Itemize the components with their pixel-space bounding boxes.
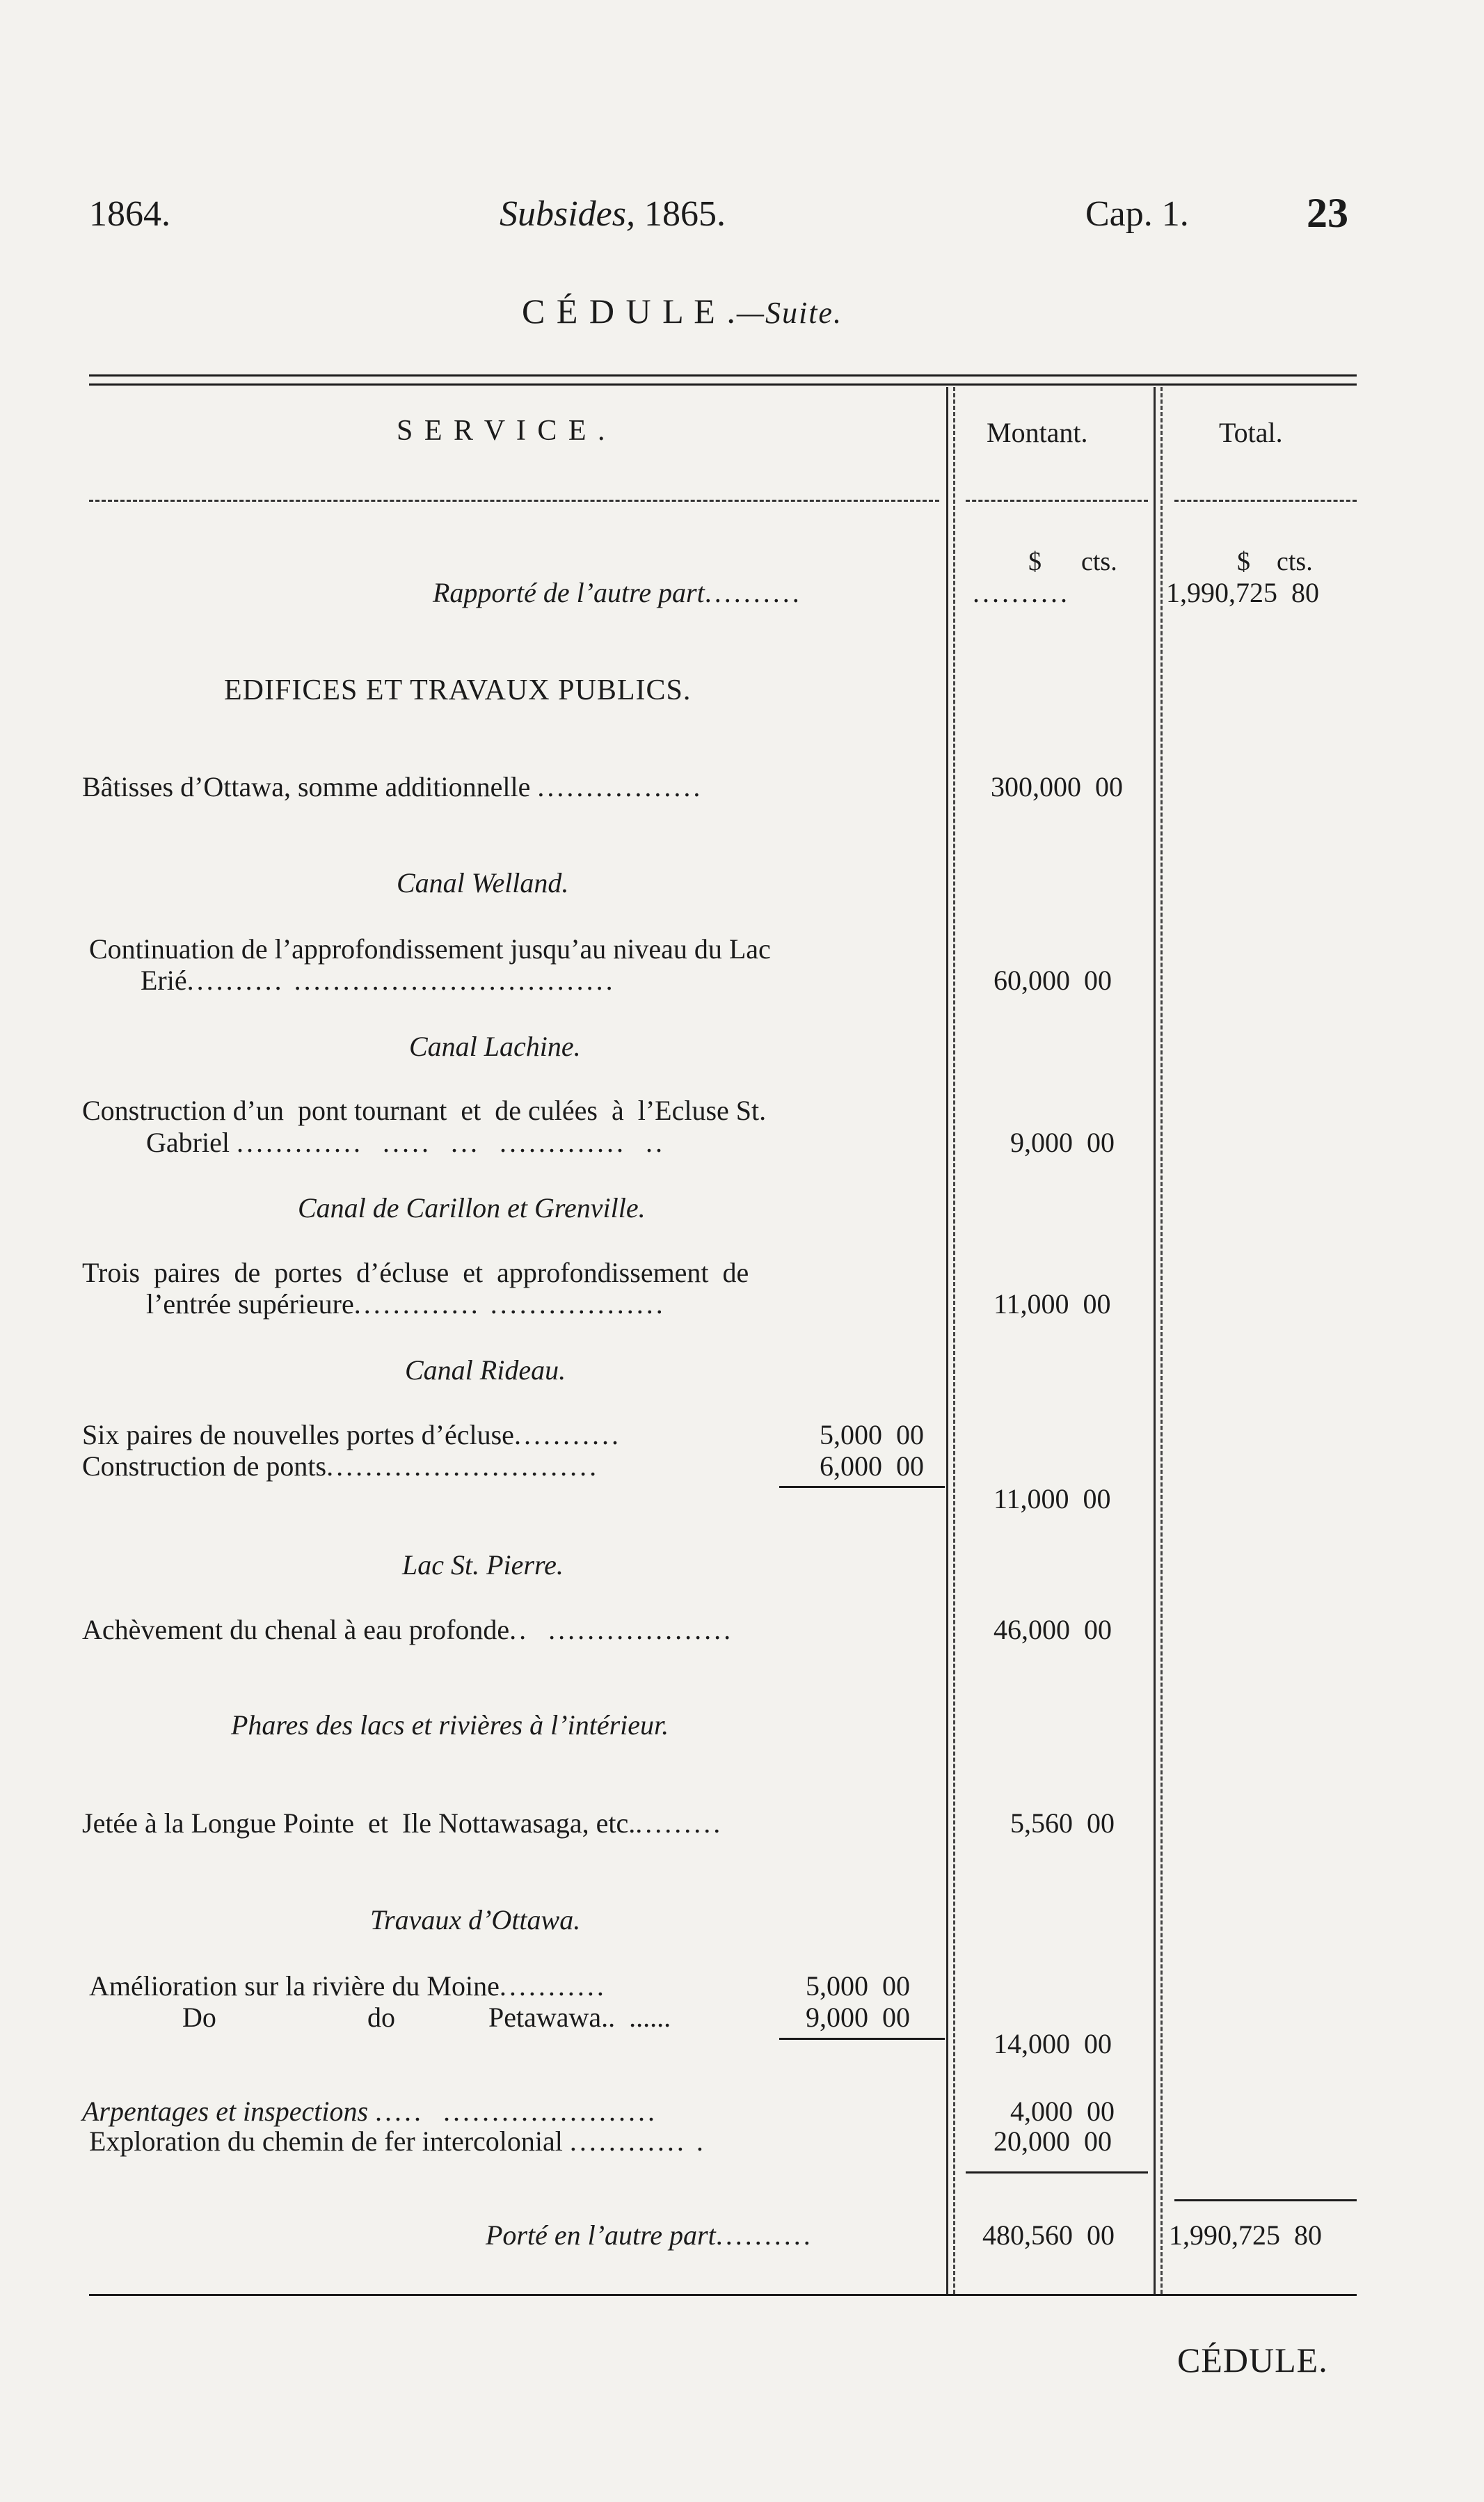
carried-forward-label: Porté en l’autre part [486,2219,716,2251]
rideau-subtotal-rule [779,1486,945,1488]
ottawa-works-heading: Travaux d’Ottawa. [370,1904,581,1935]
header-title-italic: Subsides, [500,194,635,234]
moine-subamount: 5,000 00 [806,1970,910,2002]
montant-heading-rule [966,500,1148,502]
brought-forward-total: 1,990,725 80 [1166,577,1319,608]
rideau-line-2 [82,1450,599,1482]
col-total-heading: Total. [1219,417,1283,448]
catchword: CÉDULE. [1177,2341,1328,2380]
top-rule-lower [89,383,1357,386]
phares-row [82,1807,723,1839]
column-line-right-inner [1160,387,1163,2294]
col-service-heading: S E R V I C E . [397,415,607,447]
stpierre-heading: Lac St. Pierre. [402,1549,564,1581]
column-line-left-inner [953,387,955,2294]
rideau-line-2-label: Construction de ponts [82,1450,327,1482]
rideau-amount: 11,000 00 [994,1483,1111,1514]
exploration-leader: ............ . [569,2125,706,2157]
exploration-amount: 20,000 00 [994,2125,1112,2157]
lachine-leader: ............. ..... ... ............. .. [236,1127,665,1158]
rideau-line-1-label: Six paires de nouvelles portes d’écluse [82,1419,514,1450]
column-line-left [946,387,948,2294]
section-heading-public-works: EDIFICES ET TRAVAUX PUBLICS. [224,674,692,706]
moine-row [89,1970,607,2002]
rideau-line-1-leader: ........... [513,1419,621,1450]
schedule-title-main: C É D U L E . [522,292,737,331]
carillon-line-2-label: l’entrée supérieure [146,1288,354,1320]
rideau-line-2-subamount: 6,000 00 [820,1450,924,1482]
stpierre-row [82,1613,733,1646]
carillon-amount: 11,000 00 [994,1288,1111,1320]
currency-montant: $ cts. [1028,547,1117,576]
header-title [500,193,726,235]
lachine-heading: Canal Lachine. [409,1031,581,1062]
petawawa-subamount: 9,000 00 [806,2002,910,2033]
welland-heading: Canal Welland. [397,867,569,898]
rideau-line-2-leader: ............................ [326,1450,600,1482]
arpentages-row [82,2095,657,2128]
col-montant-heading: Montant. [987,417,1088,448]
stpierre-leader: .. ................... [509,1614,734,1645]
ottawa-works-subtotal-rule [779,2038,945,2040]
carillon-line-2 [146,1288,666,1320]
ottawa-buildings-label: Bâtisses d’Ottawa, somme additionnelle [82,771,531,802]
page-number: 23 [1307,190,1348,236]
ottawa-buildings-row [82,770,703,803]
brought-forward-label: Rapporté de l’autre part [433,577,705,608]
welland-line-2-label: Erié [141,965,187,996]
brought-forward-leader: .......... [704,577,802,608]
brought-forward-row [433,576,802,609]
carillon-leader: ............. .................. [353,1288,666,1320]
exploration-label: Exploration du chemin de fer intercolonial [89,2125,563,2157]
petawawa-do-2: do [367,2002,395,2033]
phares-label: Jetée à la Longue Pointe et Ile Nottawasaga, etc. [82,1807,636,1839]
phares-leader: ......... [635,1807,724,1839]
exploration-row [89,2125,706,2157]
welland-line-2 [141,964,616,997]
brought-forward-montant: .......... [973,577,1070,608]
phares-heading: Phares des lacs et rivières à l’intérieur. [231,1709,669,1741]
column-line-right [1154,387,1156,2294]
currency-total: $ cts. [1237,547,1313,576]
lachine-amount: 9,000 00 [1010,1127,1115,1158]
header-title-year: 1865. [635,194,726,234]
ottawa-buildings-leader: ................. [537,771,703,802]
arpentages-leader: ..... ...................... [375,2096,658,2127]
rideau-line-1 [82,1418,621,1451]
phares-amount: 5,560 00 [1010,1807,1115,1839]
lachine-line-2-label: Gabriel [146,1127,230,1158]
ottawa-works-amount: 14,000 00 [994,2028,1112,2059]
welland-amount: 60,000 00 [994,965,1112,996]
top-rule-upper [89,374,1357,377]
carillon-line-1: Trois paires de portes d’écluse et approfondissement de [82,1257,749,1288]
stpierre-amount: 46,000 00 [994,1614,1112,1645]
carried-forward-montant: 480,560 00 [982,2219,1115,2251]
total-column-rule [1174,2199,1357,2201]
carried-forward-row [486,2219,813,2251]
total-heading-rule [1174,500,1357,502]
schedule-title [522,291,843,331]
header-chapter: Cap. 1. [1085,194,1189,234]
carillon-heading: Canal de Carillon et Grenville. [298,1192,646,1224]
lachine-line-2 [146,1126,665,1159]
stpierre-label: Achèvement du chenal à eau profonde [82,1614,510,1645]
petawawa-name: Petawawa.. ...... [488,2002,671,2033]
ottawa-buildings-amount: 300,000 00 [991,771,1123,802]
carried-forward-total: 1,990,725 80 [1169,2219,1322,2251]
arpentages-label: Arpentages et inspections [82,2096,369,2127]
lachine-line-1: Construction d’un pont tournant et de culées à l’Ecluse St. [82,1095,767,1126]
moine-label: Amélioration sur la rivière du Moine [89,1970,500,2002]
rideau-heading: Canal Rideau. [405,1354,566,1386]
welland-leader: .......... ................................. [186,965,616,996]
welland-line-1: Continuation de l’approfondissement jusqu’au niveau du Lac [89,933,771,965]
rideau-line-1-subamount: 5,000 00 [820,1419,924,1450]
moine-leader: ........... [499,1970,607,2002]
montant-total-rule [966,2171,1148,2174]
header-year: 1864. [89,194,170,234]
carried-forward-leader: .......... [715,2219,813,2251]
arpentages-amount: 4,000 00 [1010,2096,1115,2127]
petawawa-do-1: Do [182,2002,216,2033]
schedule-title-suite: —Suite. [736,296,843,330]
bottom-rule [89,2294,1357,2296]
service-heading-rule [89,500,939,502]
